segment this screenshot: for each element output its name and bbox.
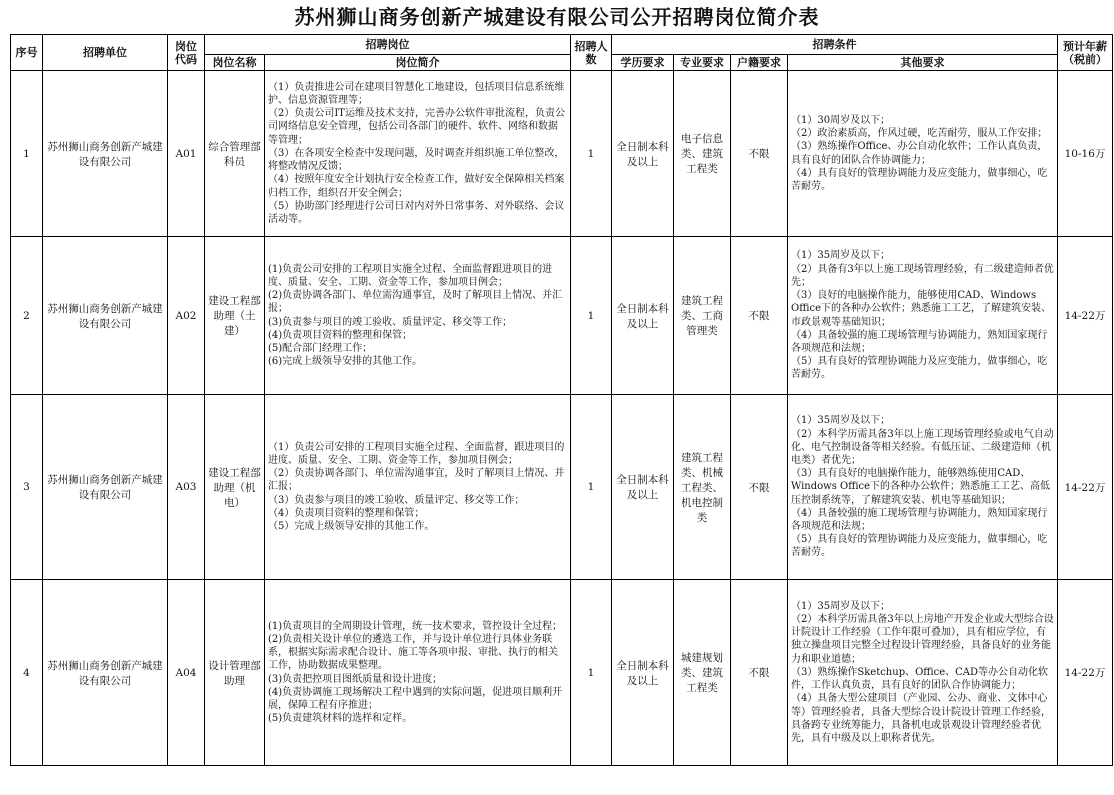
cell-hukou: 不限	[731, 71, 788, 237]
desc-line: (2)负责相关设计单位的遴选工作，并与设计单位进行具体业务联系，根据实际需求配合设计、施工等各项申报、审批、执行的相关工作，协助数据成果整理。	[268, 633, 558, 672]
cell-salary: 14-22万	[1058, 237, 1113, 395]
desc-line: （4）按照年度安全计划执行安全检查工作，做好安全保障相关档案归档工作，组织召开安全例会；	[268, 174, 565, 199]
cell-position-name: 建设工程部助理（机电）	[205, 395, 265, 580]
other-line: （2）本科学历需具备3年以上房地产开发企业或大型综合设计院设计工作经验（工作年限可叠加），具有相应学位，有独立操盘项目完整全过程设计管理经验，具备良好的业务能力和职业道德；	[791, 614, 1054, 665]
other-line: （1）30周岁及以下；	[791, 114, 891, 126]
desc-line: (6)完成上级领导安排的其他工作。	[268, 356, 423, 368]
header-position-group: 招聘岗位	[205, 35, 571, 55]
desc-line: （5）协助部门经理进行公司日对内对外日常事务、对外联络、会议活动等。	[268, 200, 565, 225]
page-title: 苏州狮山商务创新产城建设有限公司公开招聘岗位简介表	[294, 5, 820, 29]
cell-seq: 2	[11, 237, 43, 395]
cell-hukou: 不限	[731, 395, 788, 580]
cell-position-desc	[265, 71, 571, 237]
desc-line: (2)负责协调各部门、单位需沟通事宜，及时了解项目上情况、并汇报；	[268, 290, 563, 315]
header-unit: 招聘单位	[43, 35, 168, 71]
cell-code: A02	[168, 237, 205, 395]
other-line: （5）具有良好的管理协调能力及应变能力，做事细心，吃苦耐劳。	[791, 534, 1048, 559]
header-other: 其他要求	[788, 55, 1058, 71]
desc-line: （4）负责项目资料的整理和保管；	[268, 507, 425, 519]
cell-unit: 苏州狮山商务创新产城建设有限公司	[43, 580, 168, 766]
cell-unit: 苏州狮山商务创新产城建设有限公司	[43, 71, 168, 237]
cell-code: A04	[168, 580, 205, 766]
header-seq: 序号	[11, 35, 43, 71]
cell-seq: 4	[11, 580, 43, 766]
other-line: （3）良好的电脑操作能力，能够使用CAD、Windows Office下的各种办公软件；熟悉施工工艺，了解建筑安装、市政景观等基础知识；	[791, 290, 1052, 328]
cell-education: 全日制本科及以上	[612, 71, 674, 237]
cell-position-name: 设计管理部助理	[205, 580, 265, 766]
cell-headcount: 1	[571, 71, 612, 237]
desc-line: (4)负责协调施工现场解决工程中遇到的实际问题，促进项目顺利开展，保障工程有序推进；	[268, 686, 563, 711]
header-headcount: 招聘人数	[571, 35, 612, 71]
cell-position-desc	[265, 237, 571, 395]
desc-line: (3)负责把控项目图纸质量和设计进度；	[268, 673, 443, 685]
desc-line: (1)负责公司安排的工程项目实施全过程、全面监督跟进项目的进度、质量、安全、工期、资金等工作，参加项目例会；	[268, 263, 553, 288]
cell-position-desc	[265, 395, 571, 580]
cell-education: 全日制本科及以上	[612, 580, 674, 766]
other-line: （4）具有良好的管理协调能力及应变能力，做事细心，吃苦耐劳。	[791, 167, 1048, 192]
header-code: 岗位代码	[168, 35, 205, 71]
cell-headcount: 1	[571, 395, 612, 580]
cell-major: 建筑工程类、工商管理类	[674, 237, 731, 395]
cell-other	[788, 237, 1058, 395]
cell-position-name: 综合管理部科员	[205, 71, 265, 237]
other-line: （5）具有良好的管理协调能力及应变能力，做事细心，吃苦耐劳。	[791, 356, 1048, 381]
desc-line: （2）负责公司IT运维及技术支持，完善办公软件审批流程，负责公司网络信息安全管理，包括公司各部门的硬件、软件、网络和数据等管理；	[268, 108, 565, 146]
other-line: （1）35周岁及以下；	[791, 250, 891, 262]
cell-unit: 苏州狮山商务创新产城建设有限公司	[43, 395, 168, 580]
desc-line: (5)负责建筑材料的选样和定样。	[268, 713, 413, 725]
desc-line: （3）负责参与项目的竣工验收、质量评定、移交等工作；	[268, 494, 525, 506]
cell-other	[788, 71, 1058, 237]
desc-line: （5）完成上级领导安排的其他工作。	[268, 521, 435, 532]
cell-position-desc	[265, 580, 571, 766]
header-conditions-group: 招聘条件	[612, 35, 1058, 55]
cell-seq: 3	[11, 395, 43, 580]
header-major: 专业要求	[674, 55, 731, 71]
desc-line: （2）负责协调各部门、单位需沟通事宜，及时了解项目上情况、并汇报；	[268, 468, 565, 493]
table-row	[11, 580, 1113, 766]
recruitment-table	[10, 34, 1113, 766]
header-hukou: 户籍要求	[731, 55, 788, 71]
table-row	[11, 237, 1113, 395]
cell-code: A01	[168, 71, 205, 237]
cell-salary: 14-22万	[1058, 395, 1113, 580]
cell-major: 电子信息类、建筑工程类	[674, 71, 731, 237]
other-line: （3）熟练操作Sketchup、Office、CAD等办公自动化软件，工作认真负责，具有良好的团队合作协调能力；	[791, 666, 1049, 692]
other-line: （3）具有良好的电脑操作能力，能够熟练使用CAD、Windows Office下的各种办公软件；熟悉施工工艺、高低压控制系统等，了解建筑安装、机电等基础知识；	[791, 468, 1051, 506]
other-line: （4）具备较强的施工现场管理与协调能力，熟知国家现行各项规范和法规；	[791, 507, 1048, 532]
cell-major: 建筑工程类、机械工程类、机电控制类	[674, 395, 731, 580]
cell-hukou: 不限	[731, 237, 788, 395]
cell-salary: 14-22万	[1058, 580, 1113, 766]
other-line: （2）具备有3年以上施工现场管理经验，有二级建造师者优先；	[791, 263, 1054, 288]
desc-line: (5)配合部门经理工作；	[268, 342, 373, 354]
other-line: （1）35周岁及以下；	[791, 415, 891, 427]
cell-position-name: 建设工程部助理（土建）	[205, 237, 265, 395]
other-line: （2）政治素质高，作风过硬，吃苦耐劳，服从工作安排；	[791, 128, 1048, 140]
table-row	[11, 71, 1113, 237]
cell-headcount: 1	[571, 237, 612, 395]
other-line: （3）熟练操作Office、办公自动化软件；工作认真负责，具有良好的团队合作协调能力；	[791, 141, 1048, 166]
desc-line: （1）负责推进公司在建项目智慧化工地建设，包括项目信息系统维护、信息资源管理等；	[268, 81, 565, 107]
cell-education: 全日制本科及以上	[612, 395, 674, 580]
other-line: （4）具备较强的施工现场管理与协调能力，熟知国家现行各项规范和法规；	[791, 329, 1048, 354]
cell-other	[788, 395, 1058, 580]
other-line: （1）35周岁及以下；	[791, 600, 891, 612]
table-row	[11, 395, 1113, 580]
cell-salary: 10-16万	[1058, 71, 1113, 237]
other-line: （2）本科学历需具备3年以上施工现场管理经验或电气自动化、电气控制设备等相关经验。有低压证、二级建造师（机电类）者优先；	[791, 428, 1054, 466]
cell-other	[788, 580, 1058, 766]
cell-seq: 1	[11, 71, 43, 237]
desc-line: (3)负责参与项目的竣工验收、质量评定、移交等工作；	[268, 316, 513, 328]
cell-hukou: 不限	[731, 580, 788, 766]
header-salary: 预计年薪（税前）	[1058, 35, 1113, 71]
header-education: 学历要求	[612, 55, 674, 71]
cell-headcount: 1	[571, 580, 612, 766]
desc-line: (1)负责项目的全周期设计管理，统一技术要求，管控设计全过程；	[268, 620, 563, 632]
header-position-name: 岗位名称	[205, 55, 265, 71]
header-position-desc: 岗位简介	[265, 55, 571, 71]
desc-line: （1）负责公司安排的工程项目实施全过程、全面监督，跟进项目的进度、质量、安全、工期、资金等工作，参加项目例会；	[268, 441, 565, 466]
cell-code: A03	[168, 395, 205, 580]
other-line: （4）具备大型公建项目（产业园、公办、商业、文体中心等）管理经验者，具备大型综合设计院设计管理工作经验，具备跨专业统筹能力，具备机电或景观设计管理经验者优先，具有中级及以上职称者优先。	[791, 693, 1051, 744]
desc-line: （3）在各项安全检查中发现问题，及时调查并组织施工单位整改，将整改情况反馈；	[268, 147, 565, 173]
cell-unit: 苏州狮山商务创新产城建设有限公司	[43, 237, 168, 395]
cell-education: 全日制本科及以上	[612, 237, 674, 395]
cell-major: 城建规划类、建筑工程类	[674, 580, 731, 766]
desc-line: (4)负责项目资料的整理和保管；	[268, 329, 413, 341]
